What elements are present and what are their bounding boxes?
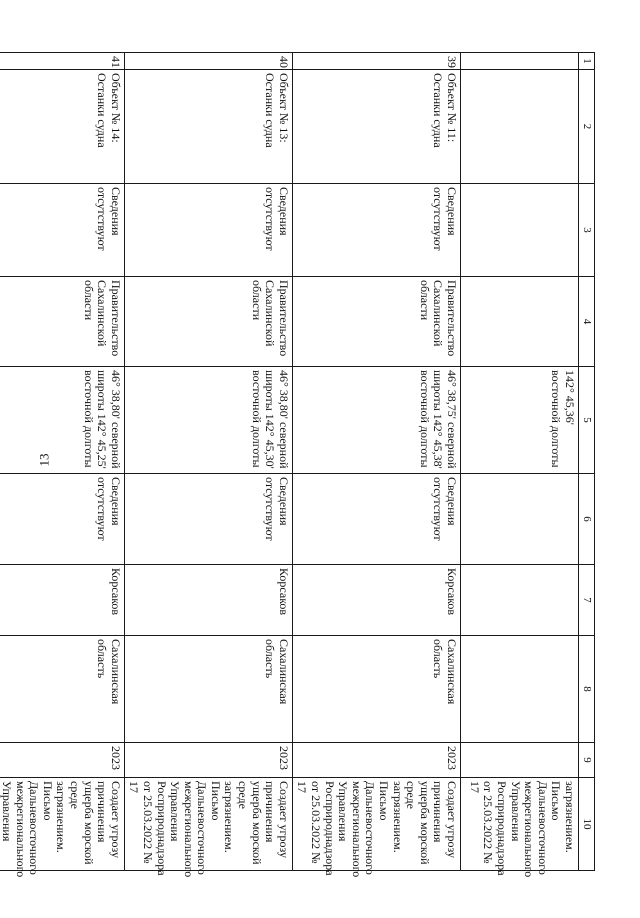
continuation-row	[461, 53, 579, 871]
cell-coords: 46° 38,80' северной широты 142° 45,30' восточной долготы	[124, 367, 292, 474]
cell-note: Создает угрозу причинения ущерба морской среде загрязнением. Письмо Дальневосточного межрегионального Управления Росприроднадзора от 25.03.2022 № 17	[292, 778, 460, 871]
cell-object: Объект № 14: Останки судна	[0, 70, 124, 184]
cell-port: Корсаков	[124, 565, 292, 636]
cell-coords: 46° 38,80' северной широты 142° 45,25' восточной долготы	[0, 367, 124, 474]
cell-empty	[461, 184, 579, 277]
cell-owner: Сведения отсутствуют	[292, 184, 460, 277]
cell-coords: 142° 45,36' восточной долготы	[461, 367, 579, 474]
col-header-2: 2	[579, 70, 595, 184]
objects-table	[0, 52, 595, 878]
cell-year: 2023	[0, 743, 124, 778]
cell-port: Корсаков	[292, 565, 460, 636]
col-header-8: 8	[579, 636, 595, 743]
col-header-1: 1	[579, 53, 595, 70]
cell-note: загрязнением. Письмо Дальневосточного межрегионального Управления Росприроднадзора от 25.03.2022 № 17	[461, 778, 579, 871]
cell-year: 2023	[292, 743, 460, 778]
cell-empty	[461, 53, 579, 70]
rotated-table-container	[0, 52, 595, 878]
cell-region: Сахалинская область	[0, 636, 124, 743]
cell-info: Сведения отсутствуют	[0, 474, 124, 565]
cell-num: 40	[124, 53, 292, 70]
table-row	[124, 53, 292, 871]
cell-note: Создает угрозу причинения ущерба морской среде загрязнением. Письмо Дальневосточного межрегионального Управления	[0, 778, 124, 871]
col-header-4: 4	[579, 277, 595, 367]
cell-empty	[461, 70, 579, 184]
cell-empty	[461, 474, 579, 565]
cell-coords: 46° 38,75' северной широты 142° 45,38' восточной долготы	[292, 367, 460, 474]
cell-num: 41	[0, 53, 124, 70]
cell-num: 39	[292, 53, 460, 70]
cell-authority: Правительство Сахалинской области	[292, 277, 460, 367]
cell-owner: Сведения отсутствуют	[0, 184, 124, 277]
cell-object: Объект № 11: Останки судна	[292, 70, 460, 184]
cell-authority: Правительство Сахалинской области	[0, 277, 124, 367]
cell-note: Создает угрозу причинения ущерба морской среде загрязнением. Письмо Дальневосточного межрегионального Управления Росприроднадзора от 25.03.2022 № 17	[124, 778, 292, 871]
cell-region: Сахалинская область	[292, 636, 460, 743]
col-header-7: 7	[579, 565, 595, 636]
table-row	[0, 53, 124, 871]
cell-empty	[461, 743, 579, 778]
col-header-5: 5	[579, 367, 595, 474]
page-number: 13	[36, 453, 52, 467]
cell-info: Сведения отсутствуют	[292, 474, 460, 565]
cell-empty	[461, 565, 579, 636]
cell-authority: Правительство Сахалинской области	[124, 277, 292, 367]
cell-empty	[461, 277, 579, 367]
col-header-9: 9	[579, 743, 595, 778]
cell-port: Корсаков	[0, 565, 124, 636]
cell-year: 2023	[124, 743, 292, 778]
col-header-10: 10	[579, 778, 595, 871]
table-row	[292, 53, 460, 871]
header-row	[579, 53, 595, 871]
col-header-3: 3	[579, 184, 595, 277]
cell-region: Сахалинская область	[124, 636, 292, 743]
cell-object: Объект № 13: Останки судна	[124, 70, 292, 184]
cell-owner: Сведения отсутствуют	[124, 184, 292, 277]
cell-empty	[461, 636, 579, 743]
col-header-6: 6	[579, 474, 595, 565]
cell-info: Сведения отсутствуют	[124, 474, 292, 565]
